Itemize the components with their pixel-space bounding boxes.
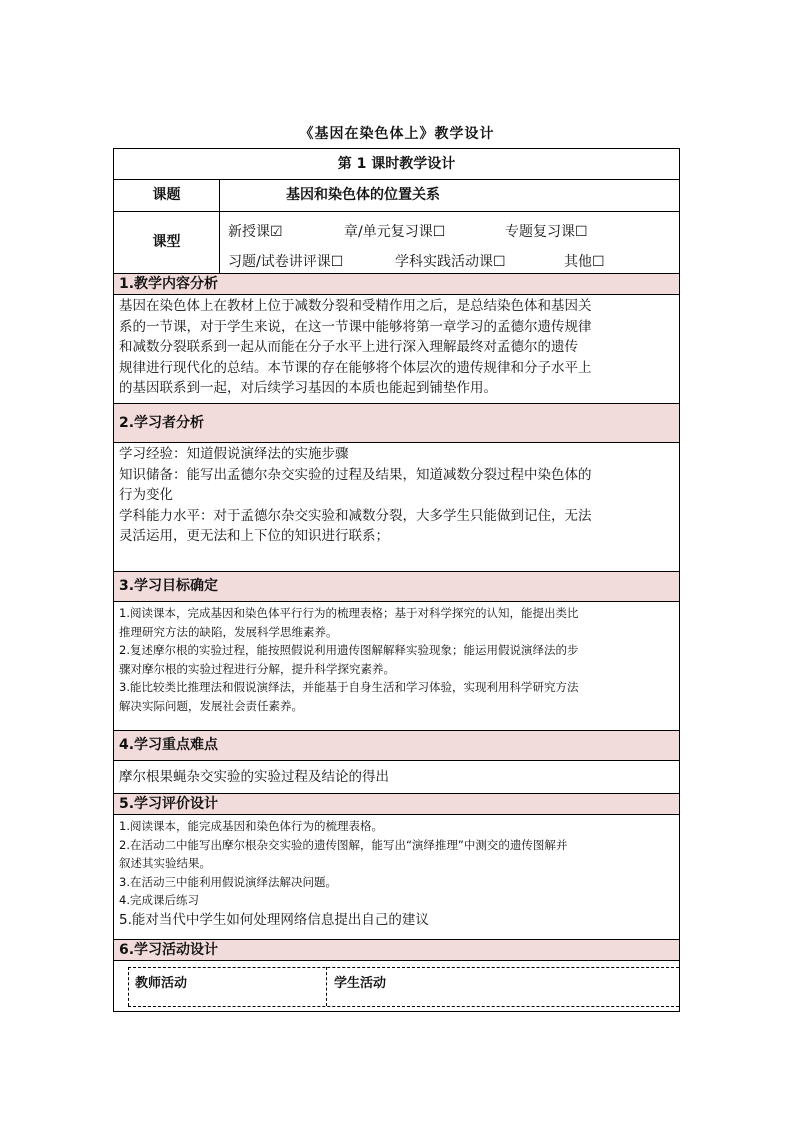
- learner-analysis-line: 学习经验：知道假说演绎法的实施步骤: [119, 446, 349, 462]
- student-activity-header: 学生活动: [334, 976, 387, 991]
- evaluation-line: 叙述其实验结果。: [119, 856, 211, 870]
- evaluation-line: 4.完成课后练习: [119, 893, 199, 907]
- activities-table-bottom-border: [128, 1006, 679, 1007]
- objectives-line: 3.能比较类比推理法和假说演绎法，并能基于自身生活和学习体验，实现利用科学研究方法: [119, 680, 579, 694]
- evaluation-line: 5.能对当代中学生如何处理网络信息提出自己的建议: [119, 911, 429, 928]
- learner-analysis-header: 2.学习者分析: [114, 404, 679, 443]
- objectives-line: 骤对摩尔根的实验过程进行分解，提升科学探究素养。: [119, 661, 395, 676]
- topic-value: 基因和染色体的位置关系: [286, 187, 440, 203]
- key-points-line: 摩尔根果蝇杂交实验的实验过程及结论的得出: [119, 769, 389, 785]
- content-analysis-header: 1.教学内容分析: [114, 274, 679, 295]
- teacher-activity-header: 教师活动: [135, 976, 188, 991]
- lesson-type-option-other[interactable]: 其他☐: [564, 254, 605, 270]
- table-title: 第 1 课时教学设计: [337, 156, 456, 172]
- evaluation-body: [114, 815, 679, 940]
- evaluation-line: 1.阅读课本，能完成基因和染色体行为的梳理表格。: [119, 819, 383, 833]
- objectives-body: [114, 602, 679, 731]
- key-points-header: 4.学习重点难点: [114, 731, 679, 761]
- content-analysis-line: 的基因联系到一起，对后续学习基因的本质也能起到铺垫作用。: [119, 380, 497, 396]
- learner-analysis-line: 行为变化: [119, 487, 173, 503]
- activities-header: 6.学习活动设计: [114, 940, 679, 961]
- content-analysis-line: 系的一节课，对于学生来说，在这一节课中能够将第一章学习的孟德尔遗传规律: [119, 318, 592, 335]
- learner-analysis-line: 灵活运用，更无法和上下位的知识进行联系；: [119, 528, 389, 544]
- objectives-header: 3.学习目标确定: [114, 572, 679, 602]
- topic-row: [114, 180, 679, 212]
- learner-analysis-line: 学科能力水平：对于孟德尔杂交实验和减数分裂，大多学生只能做到记住，无法: [119, 507, 592, 524]
- lesson-type-option-unit-review[interactable]: 章/单元复习课☐: [344, 224, 446, 240]
- document-title: 《基因在染色体上》教学设计: [299, 126, 495, 142]
- activities-table-divider: [326, 967, 327, 1006]
- learner-analysis-body: [114, 443, 679, 572]
- objectives-line: 1.阅读课本，完成基因和染色体平行行为的梳理表格；基于对科学探究的认知，能提出类比: [119, 606, 579, 620]
- objectives-line: 解决实际问题，发展社会责任素养。: [119, 698, 303, 713]
- objectives-line: 推理研究方法的缺陷，发展科学思维素养。: [119, 624, 338, 639]
- lesson-type-option-exercise-review[interactable]: 习题/试卷讲评课☐: [228, 254, 344, 270]
- activities-body: [114, 961, 679, 1011]
- evaluation-line: 2.在活动二中能写出摩尔根杂交实验的遗传图解，能写出“演绎推理”中测交的遗传图解并: [119, 837, 568, 852]
- activities-table-left-border: [128, 967, 129, 1006]
- content-analysis-body: [114, 295, 679, 404]
- objectives-line: 2.复述摩尔根的实验过程，能按照假说利用遗传图解解释实验现象；能运用假说演绎法的步: [119, 643, 579, 657]
- table-title-row: [114, 149, 679, 180]
- lesson-plan-table: [113, 148, 680, 1012]
- content-analysis-line: 规律进行现代化的总结。本节课的存在能够将个体层次的遗传规律和分子水平上: [119, 359, 592, 376]
- key-points-body: [114, 761, 679, 794]
- content-analysis-line: 和减数分裂联系到一起从而能在分子水平上进行深入理解最终对孟德尔的遗传: [119, 339, 578, 355]
- lesson-type-option-practice[interactable]: 学科实践活动课☐: [395, 254, 506, 270]
- lesson-type-option-new[interactable]: 新授课☑: [228, 224, 283, 240]
- content-analysis-line: 基因在染色体上在教材上位于减数分裂和受精作用之后，是总结染色体和基因关: [119, 298, 592, 314]
- lesson-type-option-topic-review[interactable]: 专题复习课☐: [505, 224, 588, 240]
- lesson-type-label: 课型: [114, 212, 220, 273]
- evaluation-header: 5.学习评价设计: [114, 794, 679, 815]
- lesson-type-row: [114, 212, 679, 274]
- topic-label: 课题: [114, 180, 220, 211]
- learner-analysis-line: 知识储备：能写出孟德尔杂交实验的过程及结果，知道减数分裂过程中染色体的: [119, 466, 592, 483]
- activities-table-top-border: [128, 967, 679, 968]
- evaluation-line: 3.在活动三中能利用假说演绎法解决问题。: [119, 874, 337, 889]
